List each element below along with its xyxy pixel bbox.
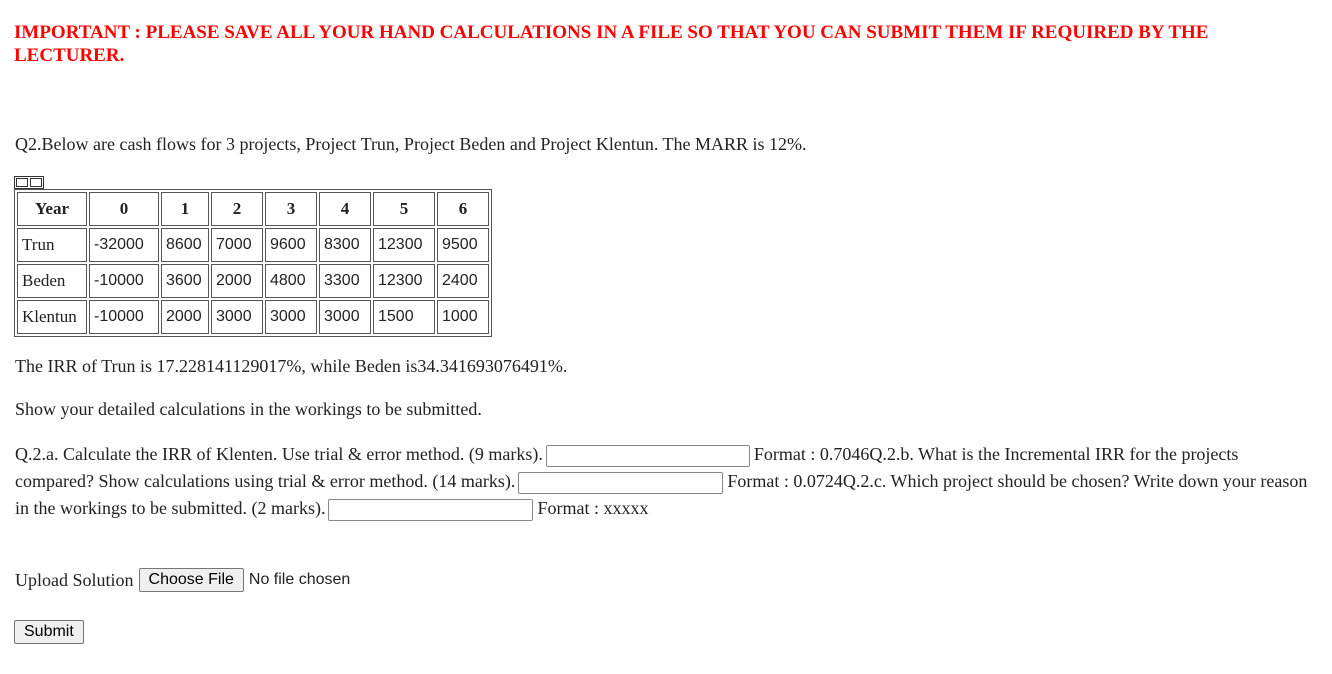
show-statement: Show your detailed calculations in the workings to be submitted. (15, 399, 482, 419)
table-row (17, 228, 489, 262)
cell: 2000 (211, 264, 263, 298)
header-year-2: 2 (211, 192, 263, 226)
cell: 9500 (437, 228, 489, 262)
header-year-1: 1 (161, 192, 209, 226)
header-year-4: 4 (319, 192, 371, 226)
cell: 8600 (161, 228, 209, 262)
header-year-5: 5 (373, 192, 435, 226)
q2a-text: Q.2.a. Calculate the IRR of Klenten. Use trial & error method. (9 marks). (15, 444, 543, 464)
cell: -10000 (89, 264, 159, 298)
cell: 2000 (161, 300, 209, 334)
irr-statement: The IRR of Trun is 17.228141129017%, while Beden is34.341693076491%. (15, 356, 568, 376)
cell: 2400 (437, 264, 489, 298)
q2c-format: Format : xxxxx (537, 498, 649, 518)
cell: 9600 (265, 228, 317, 262)
q2c-text: Q.2.c. Which project should be chosen? Write down your reason in the workings to be submitted. (2 marks). (15, 471, 1308, 518)
upload-label: Upload Solution (15, 569, 134, 590)
cell: 8300 (319, 228, 371, 262)
header-year-6: 6 (437, 192, 489, 226)
cell: 3600 (161, 264, 209, 298)
header-year-3: 3 (265, 192, 317, 226)
row-name: Klentun (17, 300, 87, 334)
cell: 12300 (373, 264, 435, 298)
choose-file-button[interactable]: Choose File (139, 568, 244, 592)
q2b-text: Q.2.b. What is the Incremental IRR for the projects compared? Show calculations using trial & error method. (14 marks). (15, 444, 1239, 491)
row-name: Trun (17, 228, 87, 262)
cell: -10000 (89, 300, 159, 334)
header-year: Year (17, 192, 87, 226)
cell: 4800 (265, 264, 317, 298)
file-status: No file chosen (248, 571, 351, 588)
table-header-row (17, 192, 489, 226)
q2b-format: Format : 0.0724 (727, 471, 843, 491)
cell: 1000 (437, 300, 489, 334)
upload-row (15, 568, 350, 592)
cell: -32000 (89, 228, 159, 262)
cell: 3000 (265, 300, 317, 334)
empty-table-icon (14, 176, 44, 189)
questions-block (15, 441, 1315, 522)
submit-button[interactable]: Submit (14, 620, 84, 644)
q2a-format: Format : 0.7046 (753, 444, 870, 464)
cell: 7000 (211, 228, 263, 262)
important-notice: IMPORTANT : PLEASE SAVE ALL YOUR HAND CALCULATIONS IN A FILE SO THAT YOU CAN SUBMIT THEM IF REQUIRED BY THE LECTURER. (14, 22, 1209, 66)
header-year-0: 0 (89, 192, 159, 226)
cash-flow-table (14, 189, 492, 337)
cell: 1500 (373, 300, 435, 334)
table-row (17, 264, 489, 298)
cell: 12300 (373, 228, 435, 262)
table-row (17, 300, 489, 334)
q2c-answer-input[interactable] (328, 499, 533, 521)
row-name: Beden (17, 264, 87, 298)
q2a-answer-input[interactable] (546, 445, 750, 467)
q2b-answer-input[interactable] (518, 472, 723, 494)
cell: 3000 (211, 300, 263, 334)
question-intro: Q2.Below are cash flows for 3 projects, Project Trun, Project Beden and Project Klentun. The MARR is 12%. (15, 134, 807, 154)
cell: 3000 (319, 300, 371, 334)
cell: 3300 (319, 264, 371, 298)
